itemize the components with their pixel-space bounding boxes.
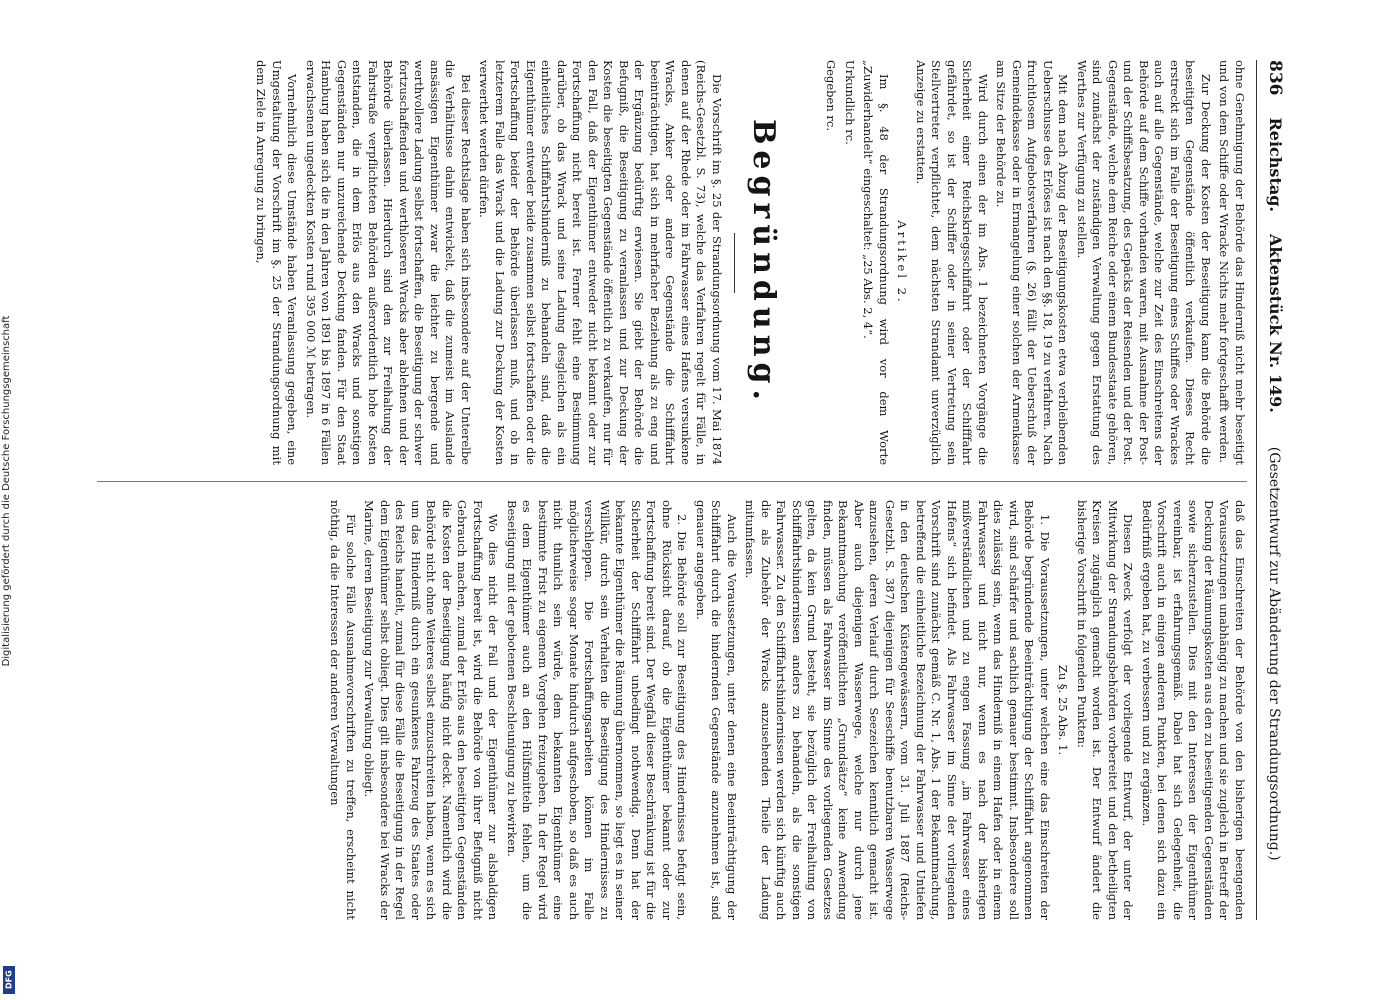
paragraph: Wo dies nicht der Fall und der Eigenthümer zur alsbaldigen Fortschaffung bereit ist, wird die Behörde von ihrer Befugniß nicht Gebrauch machen, zumal der Erlös aus den beseitigten Gegenständen die Kosten der Beseitigung häufig nicht deckt. Namentlich wird die Behörde nicht ohne Weiteres selbst einzuschreiten haben, wenn es sich um das Hinderniß durch ein gesunkenes Fahrzeug des Staates oder des Reichs handelt, zumal für diese Fälle die Beseitigung in der Regel dem Eigenthümer selbst obliegt. Dies gilt insbesondere bei Wracks der Marine, deren Beseitigung zur Verwaltung obliegt. <box>362 500 501 920</box>
paragraph: Die Vorschrift im §. 25 der Strandungsordnung vom 17. Mai 1874 (Reichs-Gesetzbl. S. 73), welche das Verfahren regelt für Fälle, in denen auf der Rhede oder im Fahrwasser eines Hafens versunkene Wracks, Anker oder andere Gegenstände die Schifffahrt beeinträchtigen, hat sich in mehrfacher Beziehung als zu eng und der Ergänzung bedürftig erwiesen. Sie giebt der Behörde die Befugniß, die Beseitigung zu veranlassen und zur Deckung der Kosten die beseitigten Gegenstände öffentlich zu verkaufen, nur für den Fall, daß der Eigenthümer entweder nicht bekannt oder zur Fortschaffung nicht bereit ist. Ferner fehlt eine Bestimmung darüber, ob das Wrack und seine Ladung desgleichen als ein einheitliches Schiffahrtshinderniß zu behandeln sind, daß die Eigenthümer entweder beide zusammen selbst fortschaffen oder die Fortschaffung beider der Behörde überlassen muß, und ob in letzterem Falle das Wrack und die Ladung zur Deckung der Kosten verwerthet werden dürfen. <box>477 60 724 465</box>
paragraph: Im §. 48 der Strandungsordnung wird vor dem Worte „Zuwiderhandelt“ eingeschaltet: „25 Abs. 2, 4“. <box>861 60 891 465</box>
page-header <box>1256 60 1285 920</box>
page-number: 836 <box>1265 60 1285 96</box>
document-subject: (Gesetzentwurf zur Abänderung der Strandungsordnung.) <box>1266 446 1282 861</box>
digitization-credit: Digitalisierung gefördert durch die Deutsche Forschungsgemeinschaft <box>1 315 12 667</box>
paragraph: Auch die Voraussetzungen, unter denen eine Beeinträchtigung der Schifffahrt durch die hindernden Gegenstände anzunehmen ist, sind genauer angegeben. <box>694 500 739 920</box>
paragraph: 1. Die Voraussetzungen, unter welchen eine das Einschreiten der Behörde begründende Beeinträchtigung der Schifffahrt angenommen wird, sind schärfer und sachlich genauer bestimmt. Insbesondere soll dies zulässig sein, wenn das Hinderniß in einem Hafen oder in einem Fahrwasser und nicht nur, wenn es nach der bisherigen mißverständlichen und zu engen Fassung „im Fahrwasser eines Hafens“ sich befindet. Als Fahrwasser im Sinne der vorliegenden Vorschrift sind zunächst gemäß C. Nr. 1, Abs. 1 der Bekanntmachung, betreffend die einheitliche Bezeichnung der Fahrwasser und Untiefen in den deutschen Küstengewässern, vom 31. Juli 1887 (Reichs-Gesetzbl. S. 387) diejenigen für Seeschiffe benutzbaren Wasserwege anzusehen, deren Verlauf durch Seezeichen kenntlich gemacht ist. Aber auch diejenigen Wasserwege, welche nur durch jene Bekanntmachung veröffentlichten „Grundsätze“ keine Anwendung finden, müssen als Fahrwasser im Sinne des vorliegenden Gesetzes gelten, da kein Grund besteht, sie bezüglich der Freihaltung von Schifffahrtshindernissen anders zu behandeln, als die sonstigen Fahrwasser. Zu den Schifffahrtshindernissen werden sich künftig auch die als Zubehör der Wracks anzusehenden Theile der Ladung mitumfassen. <box>743 500 1052 920</box>
closing-formula: Urkundlich rc. <box>843 60 857 145</box>
paragraph: ohne Genehmigung der Behörde das Hinderniß nicht mehr beseitigt und von dem Schiffe oder Wracke Nichts mehr fortgeschafft werden. <box>1217 60 1247 465</box>
right-column <box>97 500 1247 920</box>
dfg-logo: DFG <box>3 966 15 994</box>
paragraph: Zur Deckung der Kosten der Beseitigung kann die Behörde die beseitigten Gegenstände öffentlich verkaufen. Dieses Recht erstreckt sich im Falle der Beseitigung eines Schiffes oder Wrackes auch auf alle Gegenstände, welche zur Zeit des Einschreitens der Behörde auf dem Schiffe vorhanden waren, mit Ausnahme der Post- und der Schiffsbesatzung, des Gepäcks der Reisenden und der Post. Gegenstände, welche dem Reiche oder einem Bundesstaate gehören, sind zunächst der zuständigen Verwaltung gegen Erstattung des Werthes zur Verfügung zu stellen. <box>1075 60 1213 465</box>
closing-formula: Gegeben rc. <box>824 60 839 131</box>
paragraph: Bei dieser Rechtslage haben sich insbesondere auf der Unterelbe die Verhältnisse dahin entwickelt, daß die zumeist im Auslande ansässigen Eigenthümer zwar die leichter zu bergende und werthvollere Ladung selbst fortschaffen, die Beseitigung der schwer fortzuschaffenden und werthloseren Wracks aber ablehnen und der Behörde überlassen. Hierdurch sind den zur Freihaltung der Fahrstraße verpflichteten Behörden außerordentlich hohe Kosten entstanden, die in dem Erlös aus den Wracks und sonstigen Gegenständen nur unzureichende Deckung fanden. Für den Staat Hamburg haben sich die in den Jahren von 1891 bis 1897 in 6 Fällen erwachsenen ungedeckten Kosten rund 395 000 ℳ betragen. <box>304 60 473 465</box>
paragraph: 2. Die Behörde soll zur Beseitigung des Hindernisses befugt sein, ohne Rücksicht darauf, ob die Eigenthümer bekannt oder zur Fortschaffung bereit sind. Der Wegfall dieser Beschränkung ist für die Sicherheit der Schifffahrt unbedingt nothwendig. Denn hat der bekannte Eigenthümer die Räumung übernommen, so liegt es in seiner Willkür, durch sein Verhalten die Beseitigung des Hindernisses zu verschleppen. Die Fortschaffungsarbeiten können im Falle möglicherweise sogar Monate hindurch aufgeschoben, so daß es auch nicht thunlich sein würde, dem bekannten Eigenthümer eine bestimmte Frist zu eigenem Vorgehen freizugeben. In der Regel wird es dem Eigenthümer auch an den Hülfsmitteln fehlen, um die Beseitigung mit der gebotenen Beschleunigung zu bewirken. <box>505 500 690 920</box>
rotated-document-page <box>90 60 1285 920</box>
title-divider <box>734 233 735 293</box>
paragraph: Für solche Fälle Ausnahmevorschriften zu treffen, erscheint nicht nöthig, da die Interessen der anderen Verwaltungen <box>328 500 358 920</box>
paragraph: Wird durch einen der im Abs. 1 bezeichneten Vorgänge die Sicherheit einer Reichskriegsschiffahrt oder der Schifffahrt gefährdet, so ist der Schiffer oder in seiner Vertretung sein Stellvertreter verpflichtet, dem nächsten Strandamt unverzüglich Anzeige zu erstatten. <box>914 60 990 465</box>
column-divider <box>97 481 1247 482</box>
paragraph: Diesen Zweck verfolgt der vorliegende Entwurf, der unter der Mitwirkung der Strandungsbehörden vorbereitet und den betheiligten Kreisen zugänglich gemacht worden ist. Der Entwurf ändert die bisherige Vorschrift in folgenden Punkten: <box>1075 500 1136 920</box>
section-title: Begründung. <box>746 119 781 406</box>
paragraph: Mit dem nach Abzug der Beseitigungskosten etwa verbleibenden Ueberschusse des Erlöses ist nach den §§. 18, 19 zu verfahren. Nach fruchtlosem Aufgebotsverfahren (§. 26) fällt der Ueberschuß der Gemeindekasse oder in Ermangelung einer solchen der Armenkasse am Sitze der Behörde zu. <box>994 60 1071 465</box>
left-column <box>97 60 1247 465</box>
section-reference: Zu §. 25 Abs. 1. <box>1056 664 1071 756</box>
paragraph: Vornehmlich diese Umstände haben Veranlassung gegeben, eine Umgestaltung der Vorschrift im §. 25 der Strandungsordnung mit dem Ziele in Anregung zu bringen, <box>254 60 300 465</box>
paragraph: daß das Einschreiten der Behörde von den bisherigen beengenden Voraussetzungen unabhängig zu machen und sie zugleich in Betreff der Deckung der Räumungskosten aus den zu beseitigenden Gegenständen sowie sicherzustellen. Dies mit den Interessen der Eigenthümer vereinbar, ist erfahrungsgemäß. Dabei hat sich Gelegenheit, die Vorschrift auch in einigen anderen Punkten, bei denen sich dazu ein Bedürfniß ergeben hat, zu verbessern und zu ergänzen. <box>1140 500 1247 920</box>
publication-name: Reichstag. <box>1266 117 1285 212</box>
document-number: Aktenstück Nr. 149. <box>1266 233 1285 413</box>
article-heading: Artikel 2. <box>895 220 910 305</box>
